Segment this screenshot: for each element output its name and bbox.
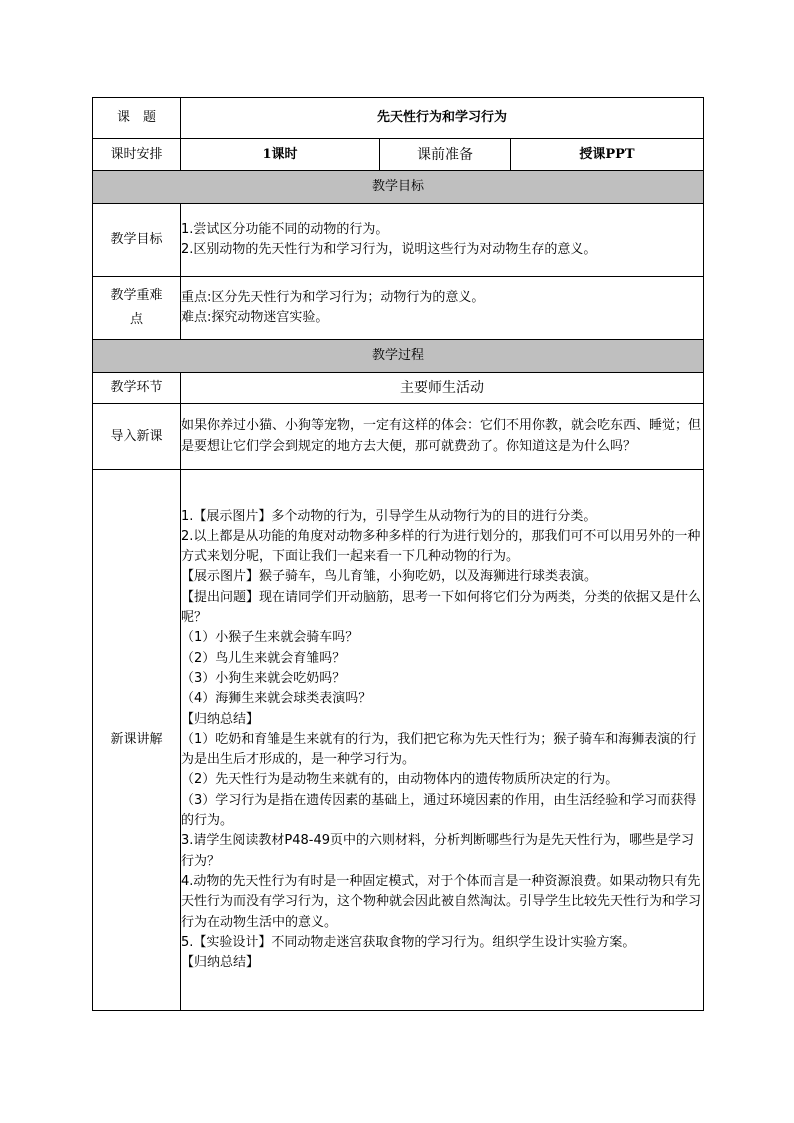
lecture-paragraph: 【归纳总结】	[181, 955, 260, 971]
schedule-label: 课时安排	[93, 139, 181, 171]
schedule-row	[93, 139, 704, 171]
lecture-paragraph: 3.请学生阅读教材P48-49页中的六则材料，分析判断哪些行为是先天性行为，哪些是学习行为？	[181, 833, 695, 869]
objective-line: 1.尝试区分功能不同的动物的行为。	[181, 221, 389, 237]
intro-row	[93, 404, 704, 470]
process-section-title: 教学过程	[93, 340, 704, 373]
lecture-paragraph: （3）小狗生来就会吃奶吗？	[181, 670, 346, 686]
lecture-paragraph: （3）学习行为是指在遗传因素的基础上，通过环境因素的作用，由生活经验和学习而获得的行为。	[181, 792, 697, 829]
lecture-paragraph: 【提出问题】现在请同学们开动脑筋，思考一下如何将它们分为两类，分类的依据又是什么呢？	[181, 589, 702, 626]
process-header-row	[93, 373, 704, 404]
objectives-content	[181, 204, 704, 277]
lecture-row	[93, 470, 704, 1011]
lecture-paragraph: 5.【实验设计】不同动物走迷宫获取食物的学习行为。组织学生设计实验方案。	[181, 934, 636, 950]
topic-row	[93, 98, 704, 139]
prep-label: 课前准备	[380, 139, 511, 171]
topic-label: 课 题	[93, 98, 181, 139]
intro-content	[181, 404, 704, 470]
objective-line: 2.区别动物的先天性行为和学习行为，说明这些行为对动物生存的意义。	[181, 242, 597, 257]
objectives-section-title: 教学目标	[93, 171, 704, 204]
lecture-paragraph: 【展示图片】猴子骑车，鸟儿育雏，小狗吃奶，以及海狮进行球类表演。	[181, 569, 598, 585]
lecture-content	[181, 470, 704, 1011]
objectives-section-row	[93, 171, 704, 204]
lecture-paragraph: （1）吃奶和育雏是生来就有的行为，我们把它称为先天性行为；猴子骑车和海狮表演的行为是出生后才形成的，是一种学习行为。	[181, 731, 697, 768]
lecture-paragraph: 1.【展示图片】多个动物的行为，引导学生从动物行为的目的进行分类。	[181, 508, 597, 524]
process-section-row	[93, 340, 704, 373]
activity-header: 主要师生活动	[181, 373, 704, 404]
intro-label: 导入新课	[93, 404, 181, 470]
lecture-paragraph: （2）鸟儿生来就会育雏吗？	[181, 650, 346, 666]
key-points-row	[93, 277, 704, 340]
key-points-label: 教学重难点	[93, 277, 181, 340]
lecture-paragraph: （4）海狮生来就会球类表演吗？	[181, 691, 372, 707]
objectives-row	[93, 204, 704, 277]
lecture-paragraph: 2.以上都是从功能的角度对动物多种多样的行为进行划分的，那我们可不可以用另外的一种方式来划分呢，下面让我们一起来看一下几种动物的行为。	[181, 528, 701, 565]
lesson-plan-table	[92, 97, 704, 1011]
schedule-value: 1课时	[181, 139, 380, 171]
lecture-paragraph: （1）小猴子生来就会骑车吗？	[181, 630, 359, 646]
key-point-line: 重点:区分先天性行为和学习行为；动物行为的意义。	[181, 289, 485, 305]
topic-title: 先天性行为和学习行为	[181, 98, 704, 139]
lecture-paragraph: 4.动物的先天性行为有时是一种固定模式，对于个体而言是一种资源浪费。如果动物只有先天性行为而没有学习行为，这个物种就会因此被自然淘汰。引导学生比较先天性行为和学习行为在动物生活中的意义。	[181, 873, 702, 930]
key-points-content	[181, 277, 704, 340]
key-point-line: 难点:探究动物迷宫实验。	[181, 310, 329, 325]
stage-header: 教学环节	[93, 373, 181, 404]
prep-value: 授课PPT	[511, 139, 704, 171]
lecture-paragraph: 【归纳总结】	[181, 711, 260, 727]
lecture-label: 新课讲解	[93, 470, 181, 1011]
objectives-label: 教学目标	[93, 204, 181, 277]
lecture-paragraph: （2）先天性行为是动物生来就有的，由动物体内的遗传物质所决定的行为。	[181, 772, 619, 788]
intro-text: 如果你养过小猫、小狗等宠物，一定有这样的体会：它们不用你教，就会吃东西、睡觉；但是要想让它们学会到规定的地方去大便，那可就费劲了。你知道这是为什么吗？	[181, 418, 702, 454]
